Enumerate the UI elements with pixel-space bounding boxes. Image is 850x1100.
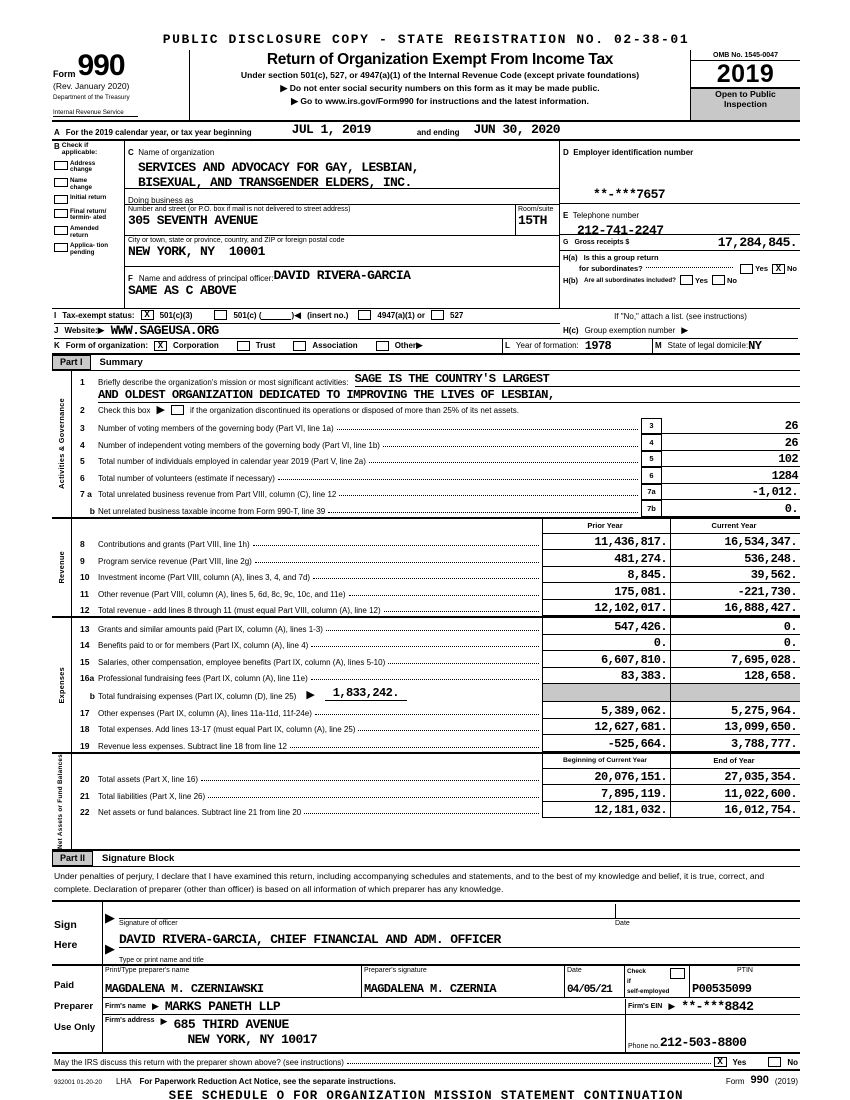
website-value: WWW.SAGEUSA.ORG: [110, 322, 219, 338]
sidebar-net-assets: Net Assets or Fund Balances: [57, 753, 65, 849]
officer-label: Name and address of principal officer:: [138, 273, 274, 283]
year-column-headers: [72, 519, 800, 534]
firm-address-line1: 685 THIRD AVENUE: [173, 1017, 289, 1033]
dotted-leader: [358, 730, 539, 731]
org-name-cell: C Name of organization SERVICES AND ADVOCACY FOR GAY, LESBIAN, BISEXUAL, AND TRANSGENDER ELDERS, INC.: [125, 141, 559, 189]
dept-treasury: Department of the Treasury: [53, 93, 130, 101]
form-code: 932001 01-20-20: [54, 1079, 102, 1087]
arrow-left-icon: ◀: [294, 309, 302, 320]
dba-cell: [125, 189, 559, 205]
governance-section: [52, 371, 800, 519]
lha-label: LHA: [115, 1077, 132, 1087]
gross-receipts-label: Gross receipts $: [574, 238, 630, 246]
summary-row-8: 8 Contributions and grants (Part VIII, line 1h) 11,436,817. 16,534,347.: [72, 534, 800, 551]
omb-block: [690, 50, 800, 120]
part1-header: [52, 355, 800, 371]
summary-row-4: 4 Number of independent voting members of the governing body (Part VI, line 1b) 4 26: [80, 435, 798, 450]
arrow-right-icon: ▶: [416, 340, 423, 350]
prior-value-10: 8,845.: [627, 568, 667, 582]
net-assets-section: [52, 754, 800, 851]
preparer-name-value: MAGDALENA M. CZERNIAWSKI: [105, 982, 264, 997]
summary-row-21: 21 Total liabilities (Part X, line 26) 7,895,119. 11,022,600.: [72, 785, 800, 802]
preparer-date-label: Date: [567, 967, 582, 975]
checkbox-501c3[interactable]: X: [141, 310, 154, 320]
line-a-text: For the 2019 calendar year, or tax year beginning: [65, 127, 252, 137]
website-label: Website:: [64, 325, 98, 335]
checkbox-hb-no[interactable]: [712, 275, 725, 285]
block-b-letter: B: [54, 141, 60, 151]
mission-text-1: SAGE IS THE COUNTRY'S LARGEST: [354, 371, 550, 386]
begin-value-21: 7,895,119.: [600, 786, 667, 801]
omb-number: OMB No. 1545-0047: [691, 50, 800, 61]
shaded-cell: [542, 684, 670, 702]
paid-preparer-block: Paid Preparer Use Only Print/Type preparer's name MAGDALENA M. CZERNIAWSKI Preparer's signature MAGDALENA M. CZERNIA Date 04/05/21 Check if self-employed PTIN P00535099 Firm's name ▶ MARKS PANETH LLP Firm's EIN ▶ **-***8842 Firm's address ▶ 685 THIRD AVENUE NEW YORK, NY 10017 Phone no. 212-503-8800: [52, 966, 800, 1054]
prior-year-header: Prior Year: [542, 519, 670, 534]
goto-notice: ▶ Go to www.irs.gov/Form990 for instructions and the latest information.: [291, 96, 589, 106]
summary-row-12: 12 Total revenue - add lines 8 through 11 (must equal Part VIII, column (A), line 12) 12,102,017. 16,888,427.: [72, 600, 800, 617]
gross-receipts-value: 17,284,845.: [717, 234, 797, 250]
value-line-7b: 0.: [784, 501, 798, 516]
dotted-leader: [208, 797, 539, 798]
phone-label: Telephone number: [572, 210, 640, 220]
mission-label: Briefly describe the organization's mission or most significant activities:: [98, 377, 349, 387]
phone-cell: E Telephone number 212-741-2247: [560, 204, 800, 235]
part1-label: Part I: [52, 355, 91, 370]
preparer-date-value: 04/05/21: [567, 984, 612, 997]
city-cell: [125, 236, 559, 267]
officer-address: SAME AS C ABOVE: [128, 282, 237, 298]
summary-row-11: 11 Other revenue (Part VIII, column (A), lines 5, 6d, 8c, 9c, 10c, and 11e) 175,081. -221,730.: [72, 583, 800, 600]
current-year-header: Current Year: [670, 519, 800, 534]
room-value: 15TH: [518, 212, 547, 228]
sidebar-governance: Activities & Governance: [56, 398, 66, 489]
begin-value-22: 12,181,032.: [594, 803, 667, 817]
fiscal-year-begin: JUL 1, 2019: [291, 121, 371, 137]
officer-typed-name: DAVID RIVERA-GARCIA, CHIEF FINANCIAL AND ADM. OFFICER: [119, 932, 501, 948]
discontinued-line: 2 Check this box ▶ if the organization discontinued its operations or disposed of more than 25% of its net assets.: [80, 403, 520, 416]
signature-of-officer-label: Signature of officer: [119, 920, 178, 928]
value-line-3: 26: [784, 419, 798, 433]
dotted-leader: [313, 578, 539, 579]
preparer-date-cell: [565, 966, 625, 997]
current-value-10: 39,562.: [750, 568, 797, 582]
summary-row-9: 9 Program service revenue (Part VIII, line 2g) 481,274. 536,248.: [72, 550, 800, 567]
dotted-leader: [311, 679, 539, 680]
arrow-right-icon: ▶: [105, 909, 115, 925]
current-value-18: 13,099,650.: [724, 720, 797, 734]
check-name-change: Name change: [54, 178, 123, 191]
org-name-address-block: [125, 141, 560, 308]
end-year-header: End of Year: [670, 754, 800, 769]
dotted-leader: [326, 630, 539, 631]
checkbox-ha-no[interactable]: X: [772, 264, 785, 274]
prior-value-16a: 83,383.: [620, 669, 667, 683]
check-initial-return: Initial return: [54, 195, 123, 204]
checkbox-hb-yes[interactable]: [680, 275, 693, 285]
summary-row-7a: 7 a Total unrelated business revenue from Part VIII, column (C), line 12 7a -1,012.: [80, 485, 798, 499]
summary-row-19: 19 Revenue less expenses. Subtract line 18 from line 12 -525,664. 3,788,777.: [72, 735, 800, 752]
prior-value-12: 12,102,017.: [594, 601, 667, 615]
dotted-leader: [311, 646, 539, 647]
phone-no-label: Phone no.: [628, 1043, 660, 1051]
summary-row-20: 20 Total assets (Part X, line 16) 20,076,151. 27,035,354.: [72, 769, 800, 786]
tax-year-line: [52, 122, 800, 141]
firm-ein-value: **-***8842: [681, 998, 754, 1014]
checkbox-self-employed[interactable]: [670, 968, 685, 979]
ein-value: **-***7657: [593, 186, 666, 202]
ssn-notice: ▶ Do not enter social security numbers on this form as it may be made public.: [280, 83, 600, 93]
officer-name: DAVID RIVERA-GARCIA: [273, 267, 411, 283]
ein-label: Employer identification number: [573, 147, 694, 157]
current-value-9: 536,248.: [744, 551, 797, 566]
street-cell: [125, 205, 559, 236]
domicile-value: NY: [748, 338, 762, 353]
public-disclosure-banner: PUBLIC DISCLOSURE COPY - STATE REGISTRATION NO. 02-38-01: [162, 32, 690, 47]
checkbox-corporation[interactable]: X: [154, 341, 167, 351]
tax-exempt-label: Tax-exempt status:: [62, 310, 135, 320]
year-formation-label: Year of formation:: [515, 341, 579, 350]
footer-form-number: 990: [750, 1074, 769, 1087]
summary-row-17: 17 Other expenses (Part IX, column (A), lines 11a-11d, 11f-24e) 5,389,062. 5,275,964.: [72, 702, 800, 719]
current-value-19: 3,788,777.: [730, 736, 797, 751]
checkbox-trust[interactable]: [237, 341, 250, 351]
arrow-right-icon: ▶: [291, 96, 298, 106]
dotted-leader: [383, 446, 638, 447]
mission-line-1: 1 Briefly describe the organization's mission or most significant activities: SAGE IS THE COUNTRY'S LARGEST: [72, 371, 800, 387]
summary-row-16a: 16a Professional fundraising fees (Part IX, column (A), line 11e) 83,383. 128,658.: [72, 668, 800, 685]
ptin-value: P00535099: [692, 982, 752, 997]
org-name-line2: BISEXUAL, AND TRANSGENDER ELDERS, INC.: [138, 174, 412, 190]
line-box-5: 5: [641, 451, 662, 468]
city-label: City or town, state or province, country, and ZIP or foreign postal code: [128, 236, 345, 244]
hb-note: If "No," attach a list. (see instructions): [614, 311, 747, 321]
arrow-right-icon: ▶: [668, 1000, 676, 1011]
preparer-name-cell: [103, 966, 362, 997]
arrow-right-icon: ▶: [306, 689, 315, 701]
line-box-7a: 7a: [641, 484, 662, 501]
part1-title: Summary: [99, 356, 143, 368]
end-value-22: 16,012,754.: [724, 803, 797, 817]
current-value-16a: 128,658.: [744, 669, 797, 683]
dotted-leader: [369, 462, 638, 463]
date-label: Date: [615, 920, 630, 928]
checkbox-name-change[interactable]: [54, 178, 68, 187]
form-header: [52, 50, 800, 122]
signature-date-cell[interactable]: [615, 904, 800, 919]
checkbox-ha-yes[interactable]: [740, 264, 753, 274]
current-value-12: 16,888,427.: [724, 601, 797, 615]
street-label: Number and street (or P.O. box if mail is not delivered to street address): [128, 205, 351, 213]
summary-row-13: 13 Grants and similar amounts paid (Part IX, column (A), lines 1-3) 547,426. 0.: [72, 618, 800, 635]
org-info-block: [52, 141, 800, 309]
checkbox-discuss-no[interactable]: [768, 1057, 781, 1067]
gross-receipts-cell: G Gross receipts $ 17,284,845.: [560, 235, 800, 251]
sign-here-block: Sign Here ▶ ▶ Signature of officer Date DAVID RIVERA-GARCIA, CHIEF FINANCIAL AND ADM. OFFICER Type or print name and title: [52, 902, 800, 966]
summary-row-3: 3 Number of voting members of the governing body (Part VI, line 1a) 3 26: [80, 419, 798, 433]
firm-name-label: Firm's name: [105, 1002, 146, 1010]
year-formation-value: 1978: [584, 338, 612, 353]
arrow-right-icon: ▶: [160, 1016, 168, 1027]
sidebar-revenue: Revenue: [56, 550, 66, 584]
org-name-label: Name of organization: [138, 147, 215, 157]
preparer-signature-label: Preparer's signature: [364, 967, 427, 975]
page-footer: 932001 01-20-20 LHA For Paperwork Reduction Act Notice, see the separate instructions. Form 990 (2019): [54, 1074, 798, 1087]
summary-row-5: 5 Total number of individuals employed in calendar year 2019 (Part V, line 2a) 5 102: [80, 452, 798, 466]
checkbox-application-pending[interactable]: [54, 243, 68, 252]
preparer-signature-cell[interactable]: [362, 966, 565, 997]
checkbox-association[interactable]: [293, 341, 306, 351]
sidebar-expenses: Expenses: [56, 666, 66, 703]
part2-title: Signature Block: [102, 852, 175, 864]
dotted-leader: [253, 545, 539, 546]
current-value-13: 0.: [783, 619, 797, 634]
arrow-right-icon: ▶: [105, 940, 115, 956]
part2-header: [52, 851, 800, 867]
arrow-right-icon: ▶: [151, 1000, 159, 1011]
checkbox-527[interactable]: [431, 310, 444, 320]
form-id-block: [52, 50, 190, 120]
check-final-return: Final return/ termin- ated: [54, 209, 123, 222]
preparer-signature-value: MAGDALENA M. CZERNIA: [364, 982, 497, 997]
prior-value-19: -525,664.: [607, 736, 667, 751]
end-value-21: 11,022,600.: [724, 786, 797, 801]
arrow-right-icon: ▶: [97, 324, 105, 335]
prior-value-11: 175,081.: [614, 584, 667, 599]
preparer-name-label: Print/Type preparer's name: [105, 967, 190, 975]
form-number: 990: [77, 49, 125, 82]
checkbox-4947a1[interactable]: [358, 310, 371, 320]
summary-row-16b: b Total fundraising expenses (Part IX, column (D), line 25) ▶ 1,833,242.: [72, 684, 800, 702]
ein-phone-block: [560, 141, 800, 308]
firm-name-value: MARKS PANETH LLP: [164, 998, 281, 1014]
form-990-document: [52, 32, 800, 1100]
check-address-change: Address change: [54, 161, 123, 174]
dotted-leader: [255, 562, 539, 563]
current-value-17: 5,275,964.: [730, 703, 797, 718]
paperwork-notice: For Paperwork Reduction Act Notice, see the separate instructions.: [139, 1077, 396, 1087]
prior-value-15: 6,607,810.: [600, 652, 667, 667]
asset-column-headers: [72, 754, 800, 769]
value-line-4: 26: [784, 435, 798, 450]
dotted-leader: [646, 267, 733, 268]
irs-discuss-line: May the IRS discuss this return with the preparer shown above? (see instructions) X Yes No: [52, 1054, 800, 1071]
principal-officer-cell: F Name and address of principal officer: DAVID RIVERA-GARCIA SAME AS C ABOVE: [125, 267, 559, 308]
prior-value-18: 12,627,681.: [594, 720, 667, 734]
group-return-block: H(a) Is this a group return for subordinates? Yes X No H(b) Are all subordinates included? Yes No: [563, 253, 797, 285]
dotted-leader: [315, 714, 539, 715]
dotted-leader: [339, 495, 638, 496]
tax-exempt-status-line: I Tax-exempt status: X 501(c)(3) 501(c) ( ) ◀ (insert no.) 4947(a)(1) or 527 If "No," attach a list. (see instructions): [52, 309, 800, 324]
summary-row-15: 15 Salaries, other compensation, employee benefits (Part IX, column (A), lines 5-10) 6,607,810. 7,695,028.: [72, 651, 800, 668]
part2-label: Part II: [52, 851, 93, 866]
checkbox-discontinued[interactable]: [171, 405, 184, 415]
perjury-statement: Under penalties of perjury, I declare that I have examined this return, including accompanying schedules and statements, and to the best of my knowledge and belief, it is true, correct, and complete. Declaration of preparer (other than officer) is based on all information of which preparer has any knowledge.: [52, 867, 800, 903]
tax-year: 2019: [691, 61, 800, 89]
expenses-section: [52, 618, 800, 754]
summary-row-10: 10 Investment income (Part VIII, column (A), lines 3, 4, and 7d) 8,845. 39,562.: [72, 567, 800, 584]
check-application-pending: Applica- tion pending: [54, 243, 123, 256]
officer-signature-line[interactable]: [119, 904, 800, 919]
summary-row-22: 22 Net assets or fund balances. Subtract line 21 from line 20 12,181,032. 16,012,754.: [72, 802, 800, 819]
type-print-label: Type or print name and title: [119, 957, 204, 965]
value-line-7a: -1,012.: [751, 485, 798, 499]
end-value-20: 27,035,354.: [724, 770, 797, 784]
dotted-leader: [349, 595, 539, 596]
firm-ein-label: Firm's EIN: [628, 1002, 663, 1010]
form-title-block: [190, 50, 690, 120]
line-a-letter: A: [54, 127, 60, 137]
signature-arrows: [103, 902, 119, 964]
street-value: 305 SEVENTH AVENUE: [128, 212, 258, 228]
shaded-cell: [670, 684, 800, 702]
line-a-text-end: and ending: [416, 127, 460, 137]
city-value: NEW YORK, NY 10001: [128, 243, 265, 259]
form-org-label: Form of organization:: [65, 341, 148, 350]
website-line: J Website: ▶ WWW.SAGEUSA.ORG H(c) Group exemption number ▶: [52, 324, 800, 339]
summary-row-7b: b Net unrelated business taxable income from Form 990-T, line 39 7b 0.: [89, 501, 798, 516]
firm-address-label: Firm's address: [105, 1017, 155, 1025]
fiscal-year-end: JUN 30, 2020: [473, 121, 560, 137]
mission-line-2: [72, 387, 800, 403]
ptin-cell: [690, 966, 800, 997]
summary-row-14: 14 Benefits paid to or for members (Part IX, column (A), line 4) 0. 0.: [72, 635, 800, 652]
arrow-right-icon: ▶: [156, 403, 165, 416]
revenue-section: [52, 519, 800, 619]
prior-value-13: 547,426.: [614, 619, 667, 634]
current-value-14: 0.: [783, 636, 797, 650]
checkbox-501c[interactable]: [214, 310, 227, 320]
form-revision: (Rev. January 2020): [53, 80, 130, 91]
dotted-leader: [304, 813, 539, 814]
ha-text: Is this a group return: [583, 253, 659, 262]
room-suite-cell: [515, 205, 559, 235]
dotted-leader: [328, 512, 638, 513]
form-word: Form: [53, 68, 76, 79]
form-of-organization-line: K Form of organization: X Corporation Trust Association Other ▶ L Year of formation: 1978 M State of legal domicile: NY: [52, 339, 800, 355]
beginning-year-header: Beginning of Current Year: [542, 754, 670, 769]
schedule-o-continuation: SEE SCHEDULE O FOR ORGANIZATION MISSION STATEMENT CONTINUATION: [168, 1089, 684, 1100]
form-subtitle: Under section 501(c), 527, or 4947(a)(1) of the Internal Revenue Code (except private foundations): [240, 70, 640, 80]
summary-row-18: 18 Total expenses. Add lines 13-17 (must equal Part IX, column (A), line 25) 12,627,681. 13,099,650.: [72, 719, 800, 736]
line-box-6: 6: [641, 467, 662, 484]
domicile-label: State of legal domicile:: [667, 341, 749, 350]
group-exemption-label: Group exemption number: [584, 326, 676, 335]
preparer-phone-value: 212-503-8800: [659, 1035, 747, 1051]
summary-row-6: 6 Total number of volunteers (estimate if necessary) 6 1284: [80, 468, 798, 483]
dba-label: Doing business as: [128, 195, 194, 205]
line-box-7b: 7b: [641, 500, 662, 517]
arrow-right-icon: ▶: [681, 325, 689, 335]
ptin-label: PTIN: [737, 967, 753, 975]
dotted-leader: [290, 747, 539, 748]
room-label: Room/suite: [518, 205, 554, 213]
phone-value: 212-741-2247: [577, 222, 664, 238]
checkbox-final-return[interactable]: [54, 209, 68, 218]
current-value-15: 7,695,028.: [730, 652, 797, 667]
checkbox-discuss-yes[interactable]: X: [714, 1057, 727, 1067]
dotted-leader: [201, 780, 539, 781]
hb-text: Are all subordinates included?: [584, 276, 677, 284]
dotted-leader: [347, 1063, 711, 1064]
checkbox-amended-return[interactable]: [54, 226, 68, 235]
check-amended-return: Amended return: [54, 226, 123, 239]
ein-cell: D Employer identification number **-***7657: [560, 141, 800, 204]
checkbox-other[interactable]: [376, 341, 389, 351]
checkbox-address-change[interactable]: [54, 161, 68, 170]
line-box-4: 4: [641, 434, 662, 451]
checkbox-initial-return[interactable]: [54, 195, 68, 204]
dotted-leader: [388, 663, 539, 664]
begin-value-20: 20,076,151.: [594, 770, 667, 784]
dotted-leader: [384, 611, 539, 612]
self-employed-cell: Check if self-employed: [625, 966, 690, 997]
open-to-public-badge: Open to Public Inspection: [691, 89, 800, 119]
irs-discuss-text: May the IRS discuss this return with the preparer shown above? (see instructions): [54, 1058, 344, 1068]
mission-text-2: AND OLDEST ORGANIZATION DEDICATED TO IMPROVING THE LIVES OF LESBIAN,: [98, 387, 555, 402]
prior-value-9: 481,274.: [614, 551, 667, 566]
org-name-line1: SERVICES AND ADVOCACY FOR GAY, LESBIAN,: [138, 159, 419, 175]
prior-value-17: 5,389,062.: [600, 703, 667, 718]
value-line-5: 102: [778, 452, 798, 466]
arrow-right-icon: ▶: [280, 83, 288, 93]
firm-address-line2: NEW YORK, NY 10017: [187, 1032, 318, 1048]
fundraising-expenses-value: 1,833,242.: [325, 686, 407, 701]
dotted-leader: [278, 479, 638, 480]
current-value-8: 16,534,347.: [724, 535, 797, 549]
form-title: Return of Organization Exempt From Income Tax: [266, 51, 614, 68]
current-value-11: -221,730.: [737, 584, 797, 599]
prior-value-14: 0.: [653, 636, 667, 650]
value-line-6: 1284: [771, 468, 798, 483]
irs-label: Internal Revenue Service: [53, 109, 138, 117]
dotted-leader: [337, 429, 638, 430]
prior-value-8: 11,436,817.: [594, 535, 667, 549]
check-if-applicable-block: B Check if applicable: Address change Name change Initial return Final return/ termin- ated Amended return Applica- tion pending: [52, 141, 125, 308]
line-box-3: 3: [641, 418, 662, 435]
